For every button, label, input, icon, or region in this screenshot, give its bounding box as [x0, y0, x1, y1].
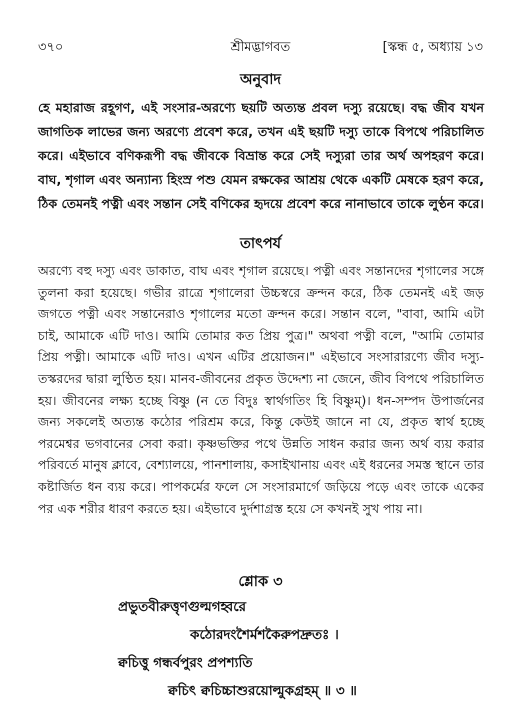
book-title: শ্রীমদ্ভাগবত	[230, 40, 291, 55]
verse-heading: শ্লোক ৩	[238, 574, 283, 590]
page-number: ৩৭০	[38, 40, 64, 55]
verse-line-2: কঠোরদংশৈর্মশকৈরুপদ্রুতঃ ।	[190, 627, 339, 643]
verse-line-1: প্রভুতবীরুত্তৃণগুল্মগহ্বরে	[118, 599, 247, 615]
page-header	[38, 38, 483, 58]
verse-line-3: ক্বচিত্তু গন্ধর্বপুরং প্রপশ্যতি	[118, 655, 253, 671]
purport-text: অরণ্যে বহু দস্যু এবং ডাকাত, বাঘ এবং শৃগাল রয়েছে। পত্নী এবং সন্তানদের শৃগালের সঙ্গে তুলনা করা হয়েছে। গভীর রাত্রে শৃগালেরা উচ্চস্বরে ক্রন্দন করে, ঠিক তেমনই এই জড় জগতে পত্নী এবং সন্তানেরাও শৃগালের মতো ক্রন্দন করে। সন্তান বলে, "বাবা, আমি এটা চাই, আমাকে এটি দাও। আমি তোমার কত প্রিয় পুত্র।" অথবা পত্নী বলে, "আমি তোমার প্রিয় পত্নী। আমাকে এটি দাও। এখন এটির প্রয়োজন।" এইভাবে সংসারারণ্যে জীব দস্যু-তস্করদের দ্বারা লুণ্ঠিত হয়। মানব-জীবনের প্রকৃত উদ্দেশ্য না জেনে, জীব বিপথে পরিচালিত হয়। জীবনের লক্ষ্য হচ্ছে বিষ্ণু (ন তে বিদুঃ স্বার্থগতিং হি বিষ্ণুম্)। ধন-সম্পদ উপার্জনের জন্য সকলেই অত্যন্ত কঠোর পরিশ্রম করে, কিন্তু কেউই জানে না যে, প্রকৃত স্বার্থ হচ্ছে পরমেশ্বর ভগবানের সেবা করা। কৃষ্ণভক্তির পথে উন্নতি সাধন করার জন্য অর্থ ব্যয় করার পরিবর্তে মানুষ ক্লাবে, বেশ্যালয়ে, পানশালায়, কসাইখানায় এবং এই ধরনের সমস্ত স্থানে তার কষ্টার্জিত ধন ব্যয় করে। পাপকর্মের ফলে সে সংসারমার্গে জড়িয়ে পড়ে এবং তাকে একের পর এক শরীর ধারণ করতে হয়। এইভাবে দুর্দশাগ্রস্ত হয়ে সে কখনই সুখ পায় না।	[38, 263, 484, 516]
chapter-reference: [স্কন্ধ ৫, অধ্যায় ১৩	[382, 40, 483, 55]
translation-text: হে মহারাজ রহূগণ, এই সংসার-অরণ্যে ছয়টি অত্যন্ত প্রবল দস্যু রয়েছে। বদ্ধ জীব যখন জাগতিক লাভের জন্য অরণ্যে প্রবেশ করে, তখন এই ছয়টি দস্যু তাকে বিপথে পরিচালিত করে। এইভাবে বণিকরূপী বদ্ধ জীবকে বিভ্রান্ত করে সেই দস্যুরা তার অর্থ অপহরণ করে। বাঘ, শৃগাল এবং অন্যান্য হিংস্র পশু যেমন রক্ষকের আশ্রয় থেকে একটি মেষকে হরণ করে, ঠিক তেমনই পত্নী এবং সন্তান সেই বণিকের হৃদয়ে প্রবেশ করে নানাভাবে তাকে লুণ্ঠন করে।	[38, 100, 484, 211]
purport-heading: তাৎপর্য	[239, 236, 282, 252]
verse-line-4: ক্বচিৎ ক্বচিচ্চাশুরয়োল্মুকগ্রহম্ ॥ ৩ ॥	[168, 683, 357, 699]
translation-heading: অনুবাদ	[239, 72, 282, 88]
